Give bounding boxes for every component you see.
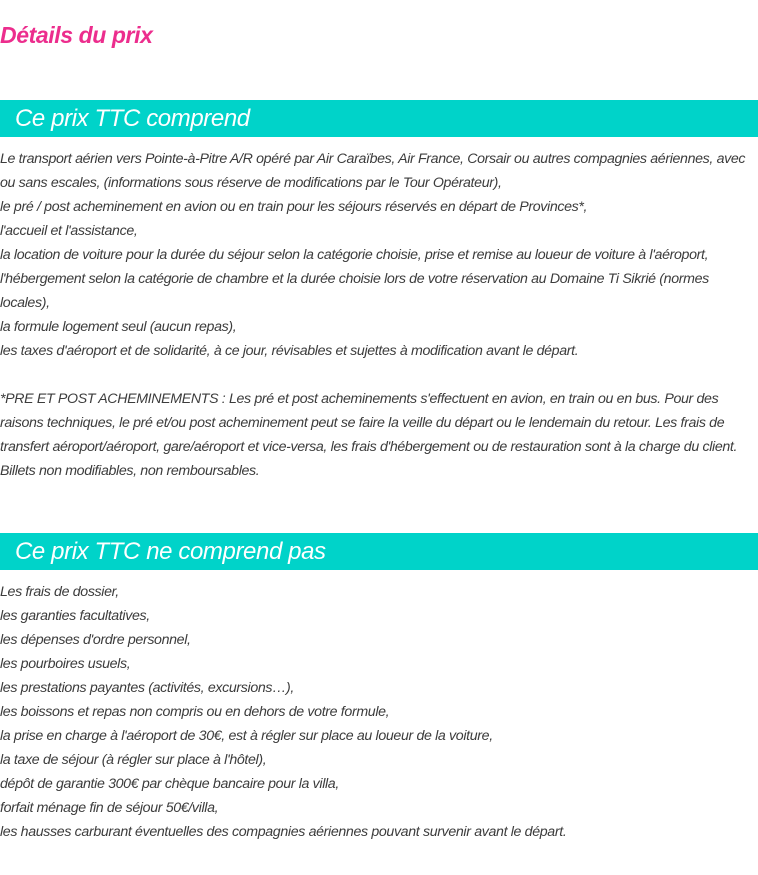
included-heading: Ce prix TTC comprend xyxy=(15,105,250,132)
excluded-item: dépôt de garantie 300€ par chèque bancaire pour la villa, xyxy=(0,776,339,792)
excluded-item: la taxe de séjour (à régler sur place à l'hôtel), xyxy=(0,752,267,768)
included-item: Le transport aérien vers Pointe-à-Pitre A/R opéré par Air Caraïbes, Air France, Corsair ou autres compagnies aériennes, avec ou sans escales, (informations sous réserve de modifications par le Tour Opérateur), xyxy=(0,151,746,191)
excluded-item: les dépenses d'ordre personnel, xyxy=(0,632,191,648)
included-item: l'accueil et l'assistance, xyxy=(0,223,138,239)
excluded-item: les pourboires usuels, xyxy=(0,656,131,672)
included-section-header xyxy=(0,100,758,137)
excluded-item: les boissons et repas non compris ou en dehors de votre formule, xyxy=(0,704,390,720)
excluded-item: les hausses carburant éventuelles des compagnies aériennes pouvant survenir avant le départ. xyxy=(0,824,567,840)
excluded-list xyxy=(0,580,758,844)
included-item: la location de voiture pour la durée du séjour selon la catégorie choisie, prise et remise au loueur de voiture à l'aéroport, xyxy=(0,247,709,263)
included-item: le pré / post acheminement en avion ou en train pour les séjours réservés en départ de Provinces*, xyxy=(0,199,588,215)
excluded-heading: Ce prix TTC ne comprend pas xyxy=(15,538,326,565)
page-title: Détails du prix xyxy=(0,22,153,48)
included-item: la formule logement seul (aucun repas), xyxy=(0,319,237,335)
excluded-item: la prise en charge à l'aéroport de 30€, est à régler sur place au loueur de la voiture, xyxy=(0,728,493,744)
included-item: les taxes d'aéroport et de solidarité, à ce jour, révisables et sujettes à modification avant le départ. xyxy=(0,343,579,359)
included-item: l'hébergement selon la catégorie de chambre et la durée choisie lors de votre réservation au Domaine Ti Sikrié (normes locales), xyxy=(0,271,709,311)
excluded-section-header xyxy=(0,533,758,570)
excluded-item: les garanties facultatives, xyxy=(0,608,150,624)
acheminement-note xyxy=(0,387,758,483)
excluded-item: Les frais de dossier, xyxy=(0,584,119,600)
acheminement-note-text: *PRE ET POST ACHEMINEMENTS : Les pré et post acheminements s'effectuent en avion, en train ou en bus. Pour des raisons techniques, le pré et/ou post acheminement peut se faire la veille du départ ou le lendemain du retour. Les frais de transfert aéroport/aéroport, gare/aéroport et vice-versa, les frais d'hébergement ou de restauration sont à la charge du client. Billets non modifiables, non remboursables. xyxy=(0,391,738,479)
included-list xyxy=(0,147,758,363)
excluded-item: les prestations payantes (activités, excursions…), xyxy=(0,680,294,696)
excluded-item: forfait ménage fin de séjour 50€/villa, xyxy=(0,800,219,816)
